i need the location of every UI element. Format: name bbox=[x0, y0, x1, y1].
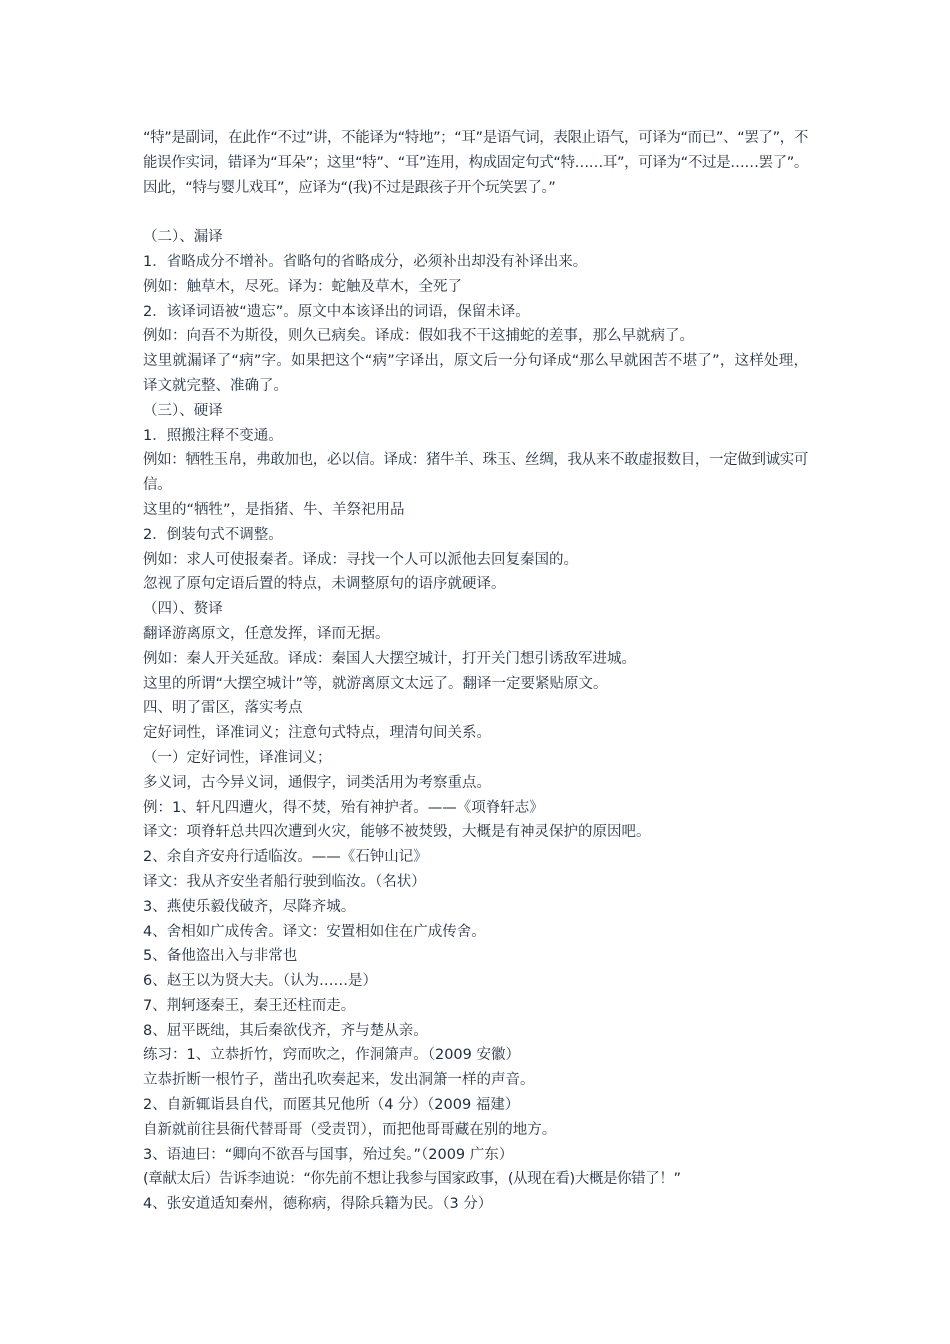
text-line: 1．照搬注释不变通。 bbox=[143, 427, 283, 444]
text-line: 译文：我从齐安坐者船行驶到临汝。（名状） bbox=[143, 873, 426, 890]
text-line: 4、张安道适知秦州，德称病，得除兵籍为民。（3 分） bbox=[143, 1196, 493, 1213]
text-line: (章献太后）告诉李迪说：“你先前不想让我参与国家政事，(从现在看)大概是你错了！” bbox=[143, 1171, 681, 1188]
section-heading-redundant: （四）、赘译 bbox=[143, 601, 223, 618]
paragraph-example: 例如：牺牲玉帛，弗敢加也，必以信。译成：猪牛羊、珠玉、丝绸，我从来不敢虚报数目，一定做到诚实可信。 bbox=[143, 452, 808, 494]
text-line: 2．该译词语被“遗忘”。原文中本该译出的词语，保留未译。 bbox=[143, 303, 530, 320]
text-line: 忽视了原句定语后置的特点，未调整原句的语序就硬译。 bbox=[143, 576, 506, 593]
text-line: 自新就前往县衙代替哥哥（受责罚），而把他哥哥藏在别的地方。 bbox=[143, 1121, 557, 1138]
text-line: 例如：向吾不为斯役，则久已病矣。译成：假如我不干这捕蛇的差事，那么早就病了。 bbox=[143, 328, 694, 345]
text-line: 5、备他盗出入与非常也 bbox=[143, 948, 298, 965]
text-line: 例如：秦人开关延敌。译成：秦国人大摆空城计，打开关门想引诱敌军进城。 bbox=[143, 650, 636, 667]
section-heading-four: 四、明了雷区，落实考点 bbox=[143, 700, 303, 717]
paragraph-omission-note: 这里就漏译了“病”字。如果把这个“病”字译出，原文后一分句译成“那么早就困苦不堪了”，这样处理，译文就完整、准确了。 bbox=[143, 353, 808, 394]
section-heading-omission: （二）、漏译 bbox=[143, 229, 223, 246]
text-line: 4、舍相如广成传舍。译文：安置相如住在广成传舍。 bbox=[143, 923, 486, 940]
text-line: 例如：求人可使报秦者。译成：寻找一个人可以派他去回复秦国的。 bbox=[143, 551, 578, 568]
text-line: 多义词，古今异义词，通假字，词类活用为考察重点。 bbox=[143, 774, 491, 791]
text-line: 例：1、轩凡四遭火，得不焚，殆有神护者。——《项脊轩志》 bbox=[143, 799, 544, 816]
text-line: 练习：1、立恭折竹，窍而吹之，作洞箫声。（2009 安徽） bbox=[143, 1047, 520, 1064]
section-heading-rigid: （三）、硬译 bbox=[143, 402, 223, 419]
document-page bbox=[143, 126, 808, 1217]
text-line: 7、荆轲逐秦王，秦王还柱而走。 bbox=[143, 997, 356, 1014]
text-line: 立恭折断一根竹子，凿出孔吹奏起来，发出洞箫一样的声音。 bbox=[143, 1072, 535, 1089]
subsection-heading: （一）定好词性，译准词义； bbox=[143, 749, 332, 766]
text-line: 这里的所谓“大摆空城计”等，就游离原文太远了。翻译一定要紧贴原文。 bbox=[143, 675, 608, 692]
text-line: 2、自新辄诣县自代，而匿其兄他所（4 分）（2009 福建） bbox=[143, 1097, 520, 1114]
text-line: 6、赵王以为贤大夫。（认为……是） bbox=[143, 973, 377, 990]
text-line: 2、余自齐安舟行适临汝。——《石钟山记》 bbox=[143, 849, 428, 866]
paragraph-explanation: “特”是副词，在此作“不过”讲，不能译为“特地”；“耳”是语气词，表限止语气，可译为“而已”、“罢了”，不能误作实词，错译为“耳朵”；这里“特”、“耳”连用，构成固定句式“特……耳”，可译为“不过是……罢了”。因此，“特与婴儿戏耳”，应译为“(我)不过是跟孩子开个玩笑罢了。” bbox=[143, 130, 808, 196]
text-line: 3、语迪曰：“卿向不欲吾与国事，殆过矣。”（2009 广东） bbox=[143, 1146, 514, 1163]
text-line: 1．省略成分不增补。省略句的省略成分，必须补出却没有补译出来。 bbox=[143, 253, 588, 270]
text-line: 翻译游离原文，任意发挥，译而无据。 bbox=[143, 625, 390, 642]
text-line: 2．倒装句式不调整。 bbox=[143, 526, 283, 543]
text-line: 这里的“牺牲”，是指猪、牛、羊祭祀用品 bbox=[143, 501, 405, 518]
text-line: 译文：项脊轩总共四次遭到火灾，能够不被焚毁，大概是有神灵保护的原因吧。 bbox=[143, 824, 651, 841]
text-line: 定好词性，译准词义；注意句式特点，理清句间关系。 bbox=[143, 725, 491, 742]
text-line: 3、燕使乐毅伐破齐，尽降齐城。 bbox=[143, 898, 356, 915]
text-line: 8、屈平既绌，其后秦欲伐齐，齐与楚从亲。 bbox=[143, 1022, 428, 1039]
text-line: 例如：触草木，尽死。译为：蛇触及草木，全死了 bbox=[143, 278, 462, 295]
